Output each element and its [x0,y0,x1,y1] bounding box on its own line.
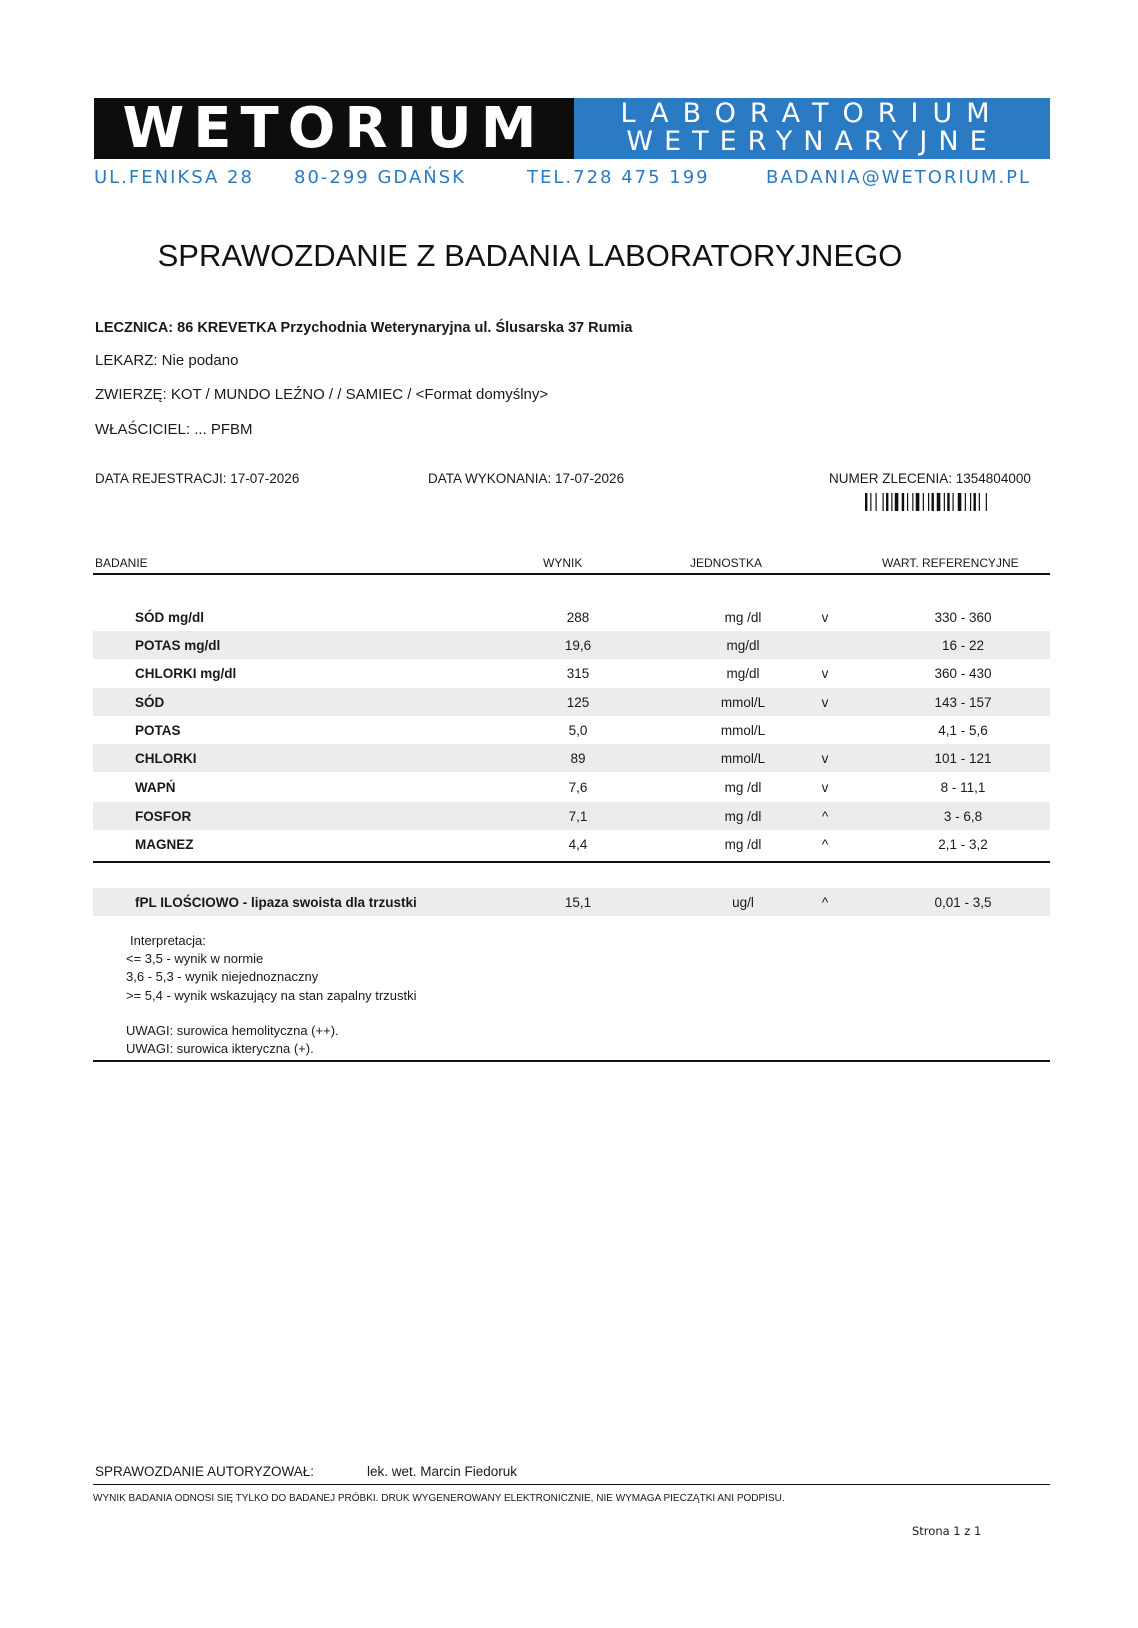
table-row [93,830,1050,858]
high-flag-icon: ^ [821,809,829,824]
address: UL.FENIKSA 28 [94,167,254,188]
fpl-row [93,888,1050,916]
test-name: SÓD mg/dl [135,610,205,625]
registration-date: DATA REJESTRACJI: 17-07-2026 [95,471,300,486]
test-unit: mg/dl [726,638,760,653]
postcode-city: 80-299 GDAŃSK [294,167,466,188]
remark-line: UWAGI: surowica ikteryczna (+). [126,1041,314,1056]
test-name: fPL ILOŚCIOWO - lipaza swoista dla trzustki [135,895,417,910]
test-value: 7,6 [568,780,588,795]
table-row [93,631,1050,659]
test-name: MAGNEZ [135,837,194,852]
page-number: Strona 1 z 1 [912,1524,982,1538]
disclaimer: WYNIK BADANIA ODNOSI SIĘ TYLKO DO BADANEJ PRÓBKI. DRUK WYGENEROWANY ELEKTRONICZNIE, NIE WYMAGA PIECZĄTKI ANI PODPISU. [93,1493,785,1504]
col-header-result: WYNIK [543,556,583,570]
table-row [93,802,1050,830]
table-row [93,773,1050,801]
test-reference: 143 - 157 [934,695,992,710]
clinic-info: LECZNICA: 86 KREVETKA Przychodnia Weterynaryjna ul. Ślusarska 37 Rumia [95,320,633,336]
col-header-test: BADANIE [95,556,148,570]
interpretation-line: <= 3,5 - wynik w normie [126,951,264,966]
low-flag-icon: v [821,751,829,766]
test-name: CHLORKI mg/dl [135,666,237,681]
authorized-name: lek. wet. Marcin Fiedoruk [367,1464,518,1479]
test-name: FOSFOR [135,809,192,824]
test-reference: 4,1 - 5,6 [938,723,988,738]
test-value: 315 [566,666,590,681]
email: BADANIA@WETORIUM.PL [766,167,1032,188]
test-name: CHLORKI [135,751,197,766]
lab-logo [94,98,1050,159]
table-row [93,603,1050,631]
table-row [93,716,1050,744]
test-name: POTAS mg/dl [135,638,221,653]
interpretation-line: 3,6 - 5,3 - wynik niejednoznaczny [126,969,319,984]
table-section-divider [93,861,1050,863]
test-value: 7,1 [568,809,588,824]
test-value: 89 [570,751,586,766]
logo-line-2: WETERYNARYJNE [626,126,998,157]
test-value: 5,0 [568,723,588,738]
test-value: 4,4 [568,837,588,852]
authorized-label: SPRAWOZDANIE AUTORYZOWAŁ: [95,1464,315,1479]
test-name: WAPŃ [135,780,176,795]
col-header-reference: WART. REFERENCYJNE [882,556,1019,570]
test-unit: mg /dl [724,780,762,795]
low-flag-icon: v [821,666,829,681]
logo-subtitle [574,98,1050,159]
remark-line: UWAGI: surowica hemolityczna (++). [126,1023,339,1038]
logo-wetorium: WETORIUM [94,98,574,159]
test-unit: mg/dl [726,666,760,681]
test-value: 125 [566,695,590,710]
execution-date: DATA WYKONANIA: 17-07-2026 [428,471,625,486]
test-unit: mg /dl [724,809,762,824]
test-reference: 101 - 121 [934,751,992,766]
test-reference: 360 - 430 [934,666,992,681]
test-unit: ug/l [732,895,754,910]
results-end-divider [93,1060,1050,1062]
test-value: 19,6 [564,638,592,653]
high-flag-icon: ^ [821,895,829,910]
interpretation-title: Interpretacja: [130,933,206,948]
table-header-divider [93,573,1050,575]
high-flag-icon: ^ [821,837,829,852]
test-unit: mmol/L [720,751,766,766]
test-reference: 8 - 11,1 [940,780,986,795]
footer-divider [93,1484,1050,1485]
contact-bar [94,167,1050,191]
low-flag-icon: v [821,695,829,710]
test-value: 15,1 [564,895,592,910]
low-flag-icon: v [821,780,829,795]
low-flag-icon: v [821,610,829,625]
test-reference: 0,01 - 3,5 [934,895,992,910]
phone: TEL.728 475 199 [527,167,710,188]
table-row [93,659,1050,687]
test-name: POTAS [135,723,181,738]
doctor-info: LEKARZ: Nie podano [95,352,239,369]
test-unit: mmol/L [720,723,766,738]
test-unit: mg /dl [724,837,762,852]
test-unit: mmol/L [720,695,766,710]
order-number: NUMER ZLECENIA: 1354804000 [829,471,1031,486]
owner-info: WŁAŚCICIEL: ... PFBM [95,421,253,438]
page-title: SPRAWOZDANIE Z BADANIA LABORATORYJNEGO [157,238,903,273]
test-reference: 3 - 6,8 [943,809,983,824]
animal-info: ZWIERZĘ: KOT / MUNDO LEŹNO / / SAMIEC / <Format domyślny> [95,386,549,403]
test-reference: 330 - 360 [934,610,992,625]
barcode-icon [865,493,1031,511]
table-row [93,744,1050,772]
interpretation-line: >= 5,4 - wynik wskazujący na stan zapalny trzustki [126,988,417,1003]
test-unit: mg /dl [724,610,762,625]
test-value: 288 [566,610,590,625]
test-reference: 2,1 - 3,2 [938,837,988,852]
test-name: SÓD [135,695,165,710]
test-reference: 16 - 22 [941,638,985,653]
table-row [93,688,1050,716]
col-header-unit: JEDNOSTKA [690,556,763,570]
logo-line-1: LABORATORIUM [620,98,1004,129]
